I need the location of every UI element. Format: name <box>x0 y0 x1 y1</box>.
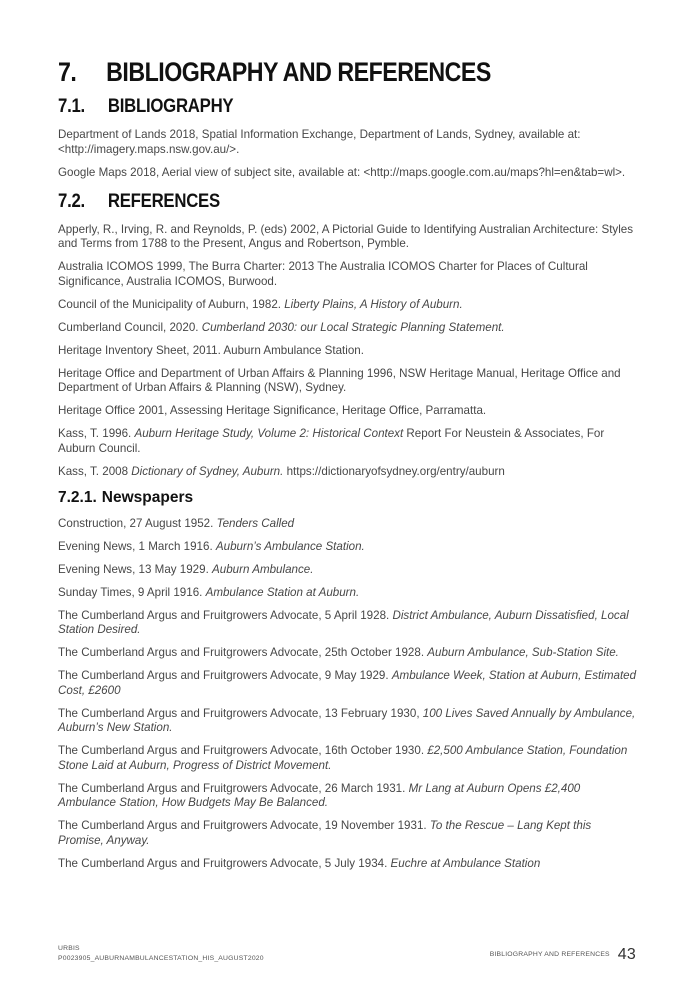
entry-title: Ambulance Week, Station at Auburn, Estimated Cost, £2600 <box>58 669 637 697</box>
newspapers-entry <box>58 782 640 811</box>
company-name: URBIS <box>58 945 80 952</box>
entry-text: The Cumberland Argus and Fruitgrowers Advocate, 19 November 1931. <box>58 819 430 832</box>
newspapers-entry <box>58 707 640 736</box>
entry-text-after: Report For Neustein & Associates, For Auburn Council. <box>58 427 605 455</box>
newspapers-entry <box>58 517 640 532</box>
entry-text: Council of the Municipality of Auburn, 1982. <box>58 297 285 311</box>
newspapers-number: 7.2.1. <box>58 488 97 506</box>
section-title: BIBLIOGRAPHY AND REFERENCES <box>106 57 491 87</box>
references-number: 7.2. <box>58 189 85 212</box>
entry-text: Evening News, 13 May 1929. <box>58 562 213 576</box>
entry-title: Euchre at Ambulance Station <box>390 856 541 870</box>
page-number: 43 <box>617 946 636 963</box>
footer-left <box>58 944 264 964</box>
references-entry <box>58 404 640 419</box>
entry-title: To the Rescue – Lang Kept this Promise, Anyway. <box>58 819 592 847</box>
entry-text: Kass, T. 1996. <box>58 427 135 440</box>
newspapers-entry <box>58 586 640 601</box>
references-heading <box>58 189 559 213</box>
entry-text: Heritage Office and Department of Urban Affairs & Planning 1996, NSW Heritage Manual, Heritage Office and Department of Urban Affairs & Planning (NSW), Sydney. <box>58 366 621 394</box>
bibliography-title: BIBLIOGRAPHY <box>107 95 234 117</box>
entry-title: Auburn Ambulance, Sub-Station Site. <box>427 646 619 659</box>
entry-text: The Cumberland Argus and Fruitgrowers Advocate, 26 March 1931. <box>58 781 409 795</box>
entry-text: The Cumberland Argus and Fruitgrowers Advocate, 5 April 1928. <box>58 608 393 622</box>
newspapers-entry <box>58 646 640 661</box>
bibliography-entry <box>58 128 640 157</box>
references-entry <box>58 367 640 396</box>
entry-text: Sunday Times, 9 April 1916. <box>58 585 206 599</box>
footer-right <box>490 946 636 964</box>
footer-section-name: BIBLIOGRAPHY AND REFERENCES <box>489 951 610 958</box>
newspapers-entry <box>58 669 640 698</box>
references-entry <box>58 223 640 252</box>
entry-title: Cumberland 2030: our Local Strategic Planning Statement. <box>201 320 505 334</box>
entry-text: Heritage Office 2001, Assessing Heritage Significance, Heritage Office, Parramatta. <box>58 404 487 417</box>
entry-text: Australia ICOMOS 1999, The Burra Charter: 2013 The Australia ICOMOS Charter for Places of Cultural Significance, Australia ICOMOS, Burwood. <box>58 260 588 288</box>
section-number: 7. <box>58 57 77 87</box>
entry-text: Kass, T. 2008 <box>58 464 132 478</box>
entry-title: Mr Lang at Auburn Opens £2,400 Ambulance Station, How Budgets May Be Balanced. <box>58 781 581 809</box>
entry-text: The Cumberland Argus and Fruitgrowers Advocate, 25th October 1928. <box>58 646 428 659</box>
references-entry <box>58 298 640 313</box>
entry-title: Auburn Heritage Study, Volume 2: Historical Context <box>134 427 404 440</box>
entry-text: The Cumberland Argus and Fruitgrowers Advocate, 5 July 1934. <box>58 856 391 870</box>
entry-text: Construction, 27 August 1952. <box>58 516 217 530</box>
newspapers-list <box>58 517 640 872</box>
entry-title: District Ambulance, Auburn Dissatisfied, Local Station Desired. <box>58 608 629 636</box>
newspapers-entry <box>58 609 640 638</box>
references-entry <box>58 260 640 289</box>
bibliography-heading <box>58 94 559 118</box>
newspapers-title: Newspapers <box>101 488 194 506</box>
entry-text: Heritage Inventory Sheet, 2011. Auburn Ambulance Station. <box>58 343 364 357</box>
bibliography-list <box>58 128 640 180</box>
entry-text: Department of Lands 2018, Spatial Information Exchange, Department of Lands, Sydney, available at: <http://imagery.maps.nsw.gov.au/>. <box>58 128 581 156</box>
references-title: REFERENCES <box>107 189 220 212</box>
references-entry <box>58 321 640 336</box>
entry-text: Cumberland Council, 2020. <box>58 320 202 334</box>
entry-title: Auburn’s Ambulance Station. <box>215 539 365 553</box>
entry-text: Apperly, R., Irving, R. and Reynolds, P. (eds) 2002, A Pictorial Guide to Identifying Australian Architecture: Styles and Terms from 1788 to the Present, Angus and Robertson, Pymble. <box>58 222 634 250</box>
entry-text: Google Maps 2018, Aerial view of subject site, available at: <http://maps.google.com.au/maps?hl=en&tab=wl>. <box>58 165 626 179</box>
newspapers-entry <box>58 744 640 773</box>
entry-title: Dictionary of Sydney, Auburn. <box>131 464 284 478</box>
newspapers-heading <box>58 488 640 508</box>
newspapers-entry <box>58 857 640 872</box>
references-list <box>58 223 640 480</box>
references-entry <box>58 427 640 456</box>
entry-title: Liberty Plains, A History of Auburn. <box>284 297 463 311</box>
entry-title: Auburn Ambulance. <box>212 562 314 576</box>
section-heading <box>58 56 559 88</box>
entry-text: The Cumberland Argus and Fruitgrowers Advocate, 16th October 1930. <box>58 744 428 757</box>
entry-text: The Cumberland Argus and Fruitgrowers Advocate, 9 May 1929. <box>58 669 392 682</box>
entry-text: Evening News, 1 March 1916. <box>58 539 216 553</box>
newspapers-entry <box>58 540 640 555</box>
page-content <box>58 56 640 880</box>
entry-title: Ambulance Station at Auburn. <box>205 585 360 599</box>
entry-title: 100 Lives Saved Annually by Ambulance, Auburn’s New Station. <box>58 706 636 734</box>
document-reference: P0023905_AUBURNAMBULANCESTATION_HIS_AUGUST2020 <box>58 955 264 962</box>
entry-title: Tenders Called <box>216 516 295 530</box>
newspapers-entry <box>58 563 640 578</box>
bibliography-number: 7.1. <box>58 95 85 117</box>
entry-text-after: https://dictionaryofsydney.org/entry/auburn <box>283 464 505 478</box>
entry-title: £2,500 Ambulance Station, Foundation Stone Laid at Auburn, Progress of District Movement. <box>58 744 628 772</box>
entry-text: The Cumberland Argus and Fruitgrowers Advocate, 13 February 1930, <box>58 706 423 720</box>
references-entry <box>58 465 640 480</box>
bibliography-entry <box>58 166 640 181</box>
references-entry <box>58 344 640 359</box>
newspapers-entry <box>58 819 640 848</box>
